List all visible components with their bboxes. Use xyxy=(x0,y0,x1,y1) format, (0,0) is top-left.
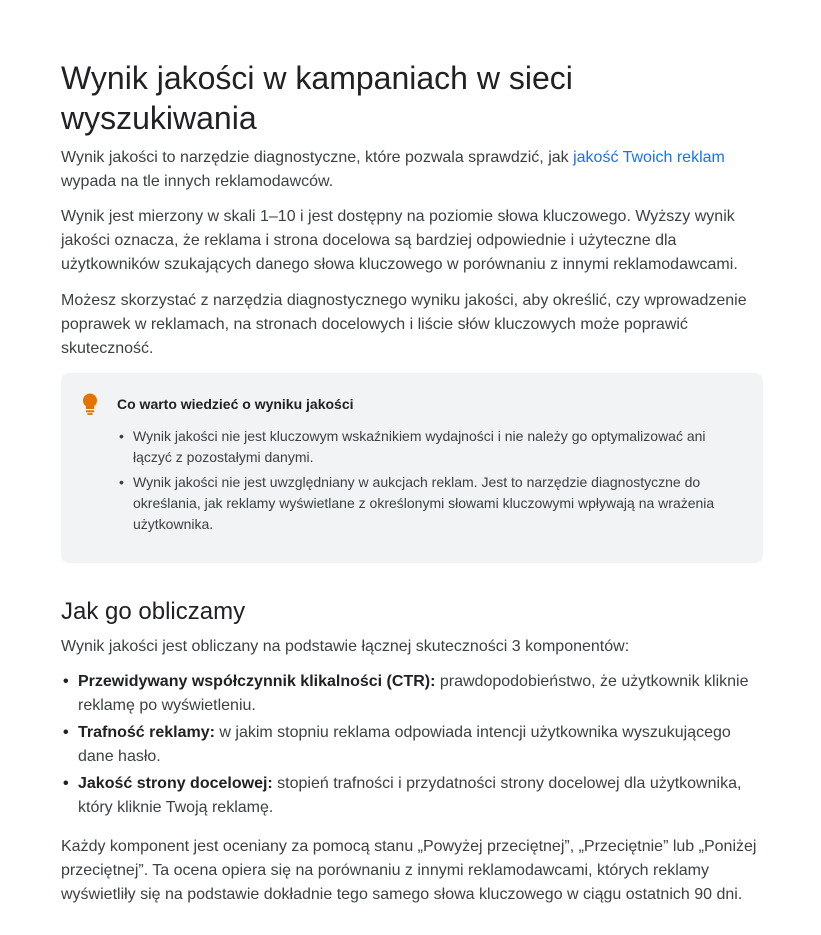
intro-text-after: wypada na tle innych reklamodawców. xyxy=(61,173,334,190)
component-text: prawdopodobieństwo, że użytkownik kliknie reklamę po wyświetleniu. xyxy=(78,673,749,714)
scale-paragraph: Wynik jest mierzony w skali 1–10 i jest dostępny na poziomie słowa kluczowego. Wyższy wynik jakości oznacza, że reklama i strona docelowa są bardziej odpowiednie i użyteczne dla użytkowników szukających danego słowa kluczowego w porównaniu z innymi reklamodawcami. xyxy=(61,208,738,273)
component-text: stopień trafności i przydatności strony docelowej dla użytkownika, który kliknie Twoją reklamę. xyxy=(78,775,742,816)
callout-list xyxy=(119,426,739,535)
info-callout xyxy=(61,373,763,563)
page-title: Wynik jakości w kampaniach w sieci wyszukiwania xyxy=(61,60,573,136)
intro-paragraph xyxy=(61,146,761,194)
intro-text-before: Wynik jakości to narzędzie diagnostyczne, które pozwala sprawdzić, jak xyxy=(61,149,574,166)
component-text: w jakim stopniu reklama odpowiada intencji użytkownika wyszukującego dane hasło. xyxy=(78,724,731,765)
component-label: Trafność reklamy: xyxy=(78,724,215,741)
component-item-ad-relevance xyxy=(61,721,761,769)
component-item-landing-page xyxy=(61,772,761,820)
closing-paragraph: Każdy komponent jest oceniany za pomocą stanu „Powyżej przeciętnej”, „Przeciętnie” lub „Poniżej przeciętnej”. Ta ocena opiera się na porównaniu z innymi reklamodawcami, których reklamy wyświetliły się na podstawie dokładnie tego samego słowa kluczowego w ciągu ostatnich 90 dni. xyxy=(61,838,757,903)
lightbulb-icon xyxy=(80,392,100,416)
component-item-ctr xyxy=(61,670,761,718)
component-label: Jakość strony docelowej: xyxy=(78,775,273,792)
component-label: Przewidywany współczynnik klikalności (CTR): xyxy=(78,673,436,690)
callout-item: • Wynik jakości nie jest uwzględniany w aukcjach reklam. Jest to narzędzie diagnostyczne do określania, jak reklamy wyświetlane z określonymi słowami kluczowymi wpływają na wrażenia użytkownika. xyxy=(119,472,739,535)
components-list xyxy=(61,670,761,820)
callout-item: • Wynik jakości nie jest kluczowym wskaźnikiem wydajności i nie należy go optymalizować ani łączyć z pozostałymi danymi. xyxy=(119,426,739,468)
callout-title: Co warto wiedzieć o wyniku jakości xyxy=(117,396,354,412)
section-intro: Wynik jakości jest obliczany na podstawie łącznej skuteczności 3 komponentów: xyxy=(61,638,630,655)
ad-quality-link[interactable]: jakość Twoich reklam xyxy=(573,149,725,166)
section-heading: Jak go obliczamy xyxy=(61,598,246,625)
diagnostic-paragraph: Możesz skorzystać z narzędzia diagnostycznego wyniku jakości, aby określić, czy wprowadzenie poprawek w reklamach, na stronach docelowych i liście słów kluczowych może poprawić skuteczność. xyxy=(61,292,747,357)
